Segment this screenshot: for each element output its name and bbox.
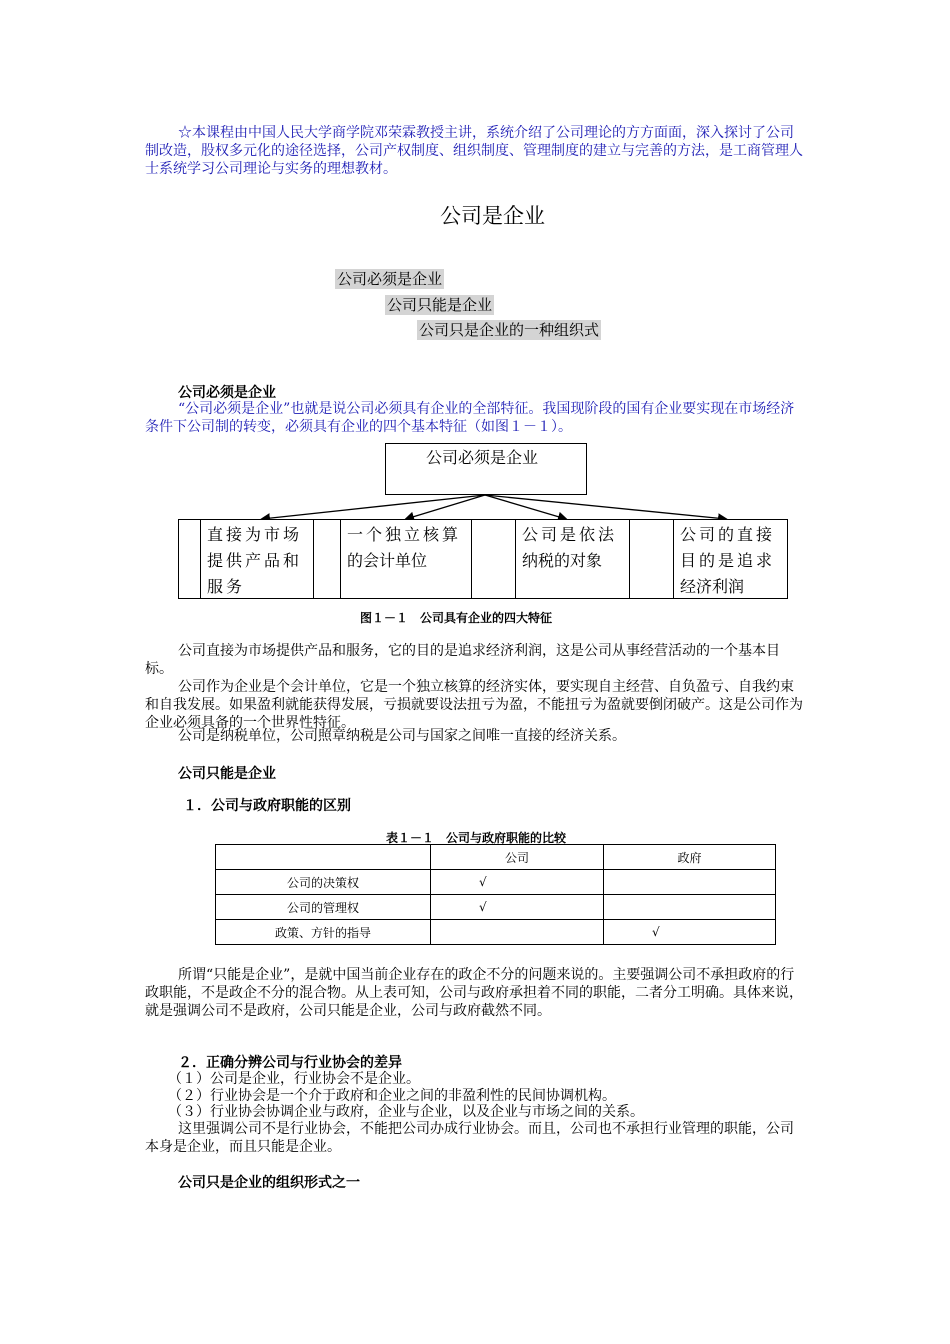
section-heading-organization-form: 公司只是企业的组织形式之一 <box>178 1175 360 1191</box>
table-cell-label: 政策、方针的指导 <box>216 920 431 945</box>
diagram-feature-2 <box>340 519 472 599</box>
feature-4-line-3: 经济利润 <box>680 577 745 596</box>
comparison-table <box>215 844 776 945</box>
body-paragraph-3: 公司是纳税单位，公司照章纳税是公司与国家之间唯一直接的经济关系。 <box>178 728 626 744</box>
table-cell-label: 公司的管理权 <box>216 895 431 920</box>
diagram-feature-1 <box>200 519 314 599</box>
diagram-feature-3 <box>515 519 630 599</box>
table-cell-government <box>604 895 776 920</box>
section-heading-must-be-enterprise: 公司必须是企业 <box>178 385 276 401</box>
table-cell-company <box>431 920 604 945</box>
section2-paragraph: 所谓“只能是企业”，是就中国当前企业存在的政企不分的问题来说的。主要强调公司不承担政府的行政职能，不是政企不分的混合物。从上表可知，公司与政府承担着不同的职能，二者分工明确。具体来说，就是强调公司不是政府，公司只能是企业，公司与政府截然不同。 <box>145 967 803 1019</box>
feature-3-line-1: 公司是依法 <box>522 525 618 544</box>
table-header-company: 公司 <box>431 845 604 870</box>
feature-2-line-2: 的会计单位 <box>347 551 428 570</box>
table-cell-government <box>604 870 776 895</box>
table-cell-label: 公司的决策权 <box>216 870 431 895</box>
feature-1-line-2: 提供产品和 <box>207 551 303 570</box>
table-row <box>216 870 776 895</box>
diagram-root-box: 公司必须是企业 <box>385 443 587 495</box>
list-item: （３）行业协会协调企业与政府，企业与企业，以及企业与市场之间的关系。 <box>168 1104 644 1120</box>
list-item: （２）行业协会是一个介于政府和企业之间的非盈利性的民间协调机构。 <box>168 1088 616 1104</box>
toc-item-2: 公司只能是企业 <box>387 296 493 314</box>
body-paragraph-2: 公司作为企业是个会计单位，它是一个独立核算的经济实体，要实现自主经营、自负盈亏、自我约束和自我发展。如果盈利就能获得发展，亏损就要设法扭亏为盈，不能扭亏为盈就要倒闭破产。这是公司作为企业必须具备的一个世界性特征。 <box>145 679 803 731</box>
table-caption: 表１－１ 公司与政府职能的比较 <box>386 831 567 845</box>
toc-item-3: 公司只是企业的一种组织式 <box>419 321 600 339</box>
section-heading-only-enterprise: 公司只能是企业 <box>178 766 276 782</box>
feature-1-line-1: 直接为市场 <box>207 525 303 544</box>
table-cell-company: √ <box>431 895 604 920</box>
feature-2-line-1: 一个独立核算 <box>347 525 462 544</box>
feature-3-line-2: 纳税的对象 <box>522 551 603 570</box>
feature-4-line-1: 公司的直接 <box>680 525 776 544</box>
table-cell-government: √ <box>604 920 776 945</box>
subheading-government-functions: １．公司与政府职能的区别 <box>183 798 351 814</box>
diagram-feature-4 <box>673 519 788 599</box>
intro-paragraph: ☆本课程由中国人民大学商学院邓荣霖教授主讲，系统介绍了公司理论的方方面面，深入探讨了公司制改造，股权多元化的途径选择，公司产权制度、组织制度、管理制度的建立与完善的方法，是工商管理人士系统学习公司理论与实务的理想教材。 <box>145 125 803 177</box>
table-row <box>216 895 776 920</box>
feature-4-line-2: 目的是追求 <box>680 551 776 570</box>
table-cell-company: √ <box>431 870 604 895</box>
subheading-industry-association: ２．正确分辨公司与行业协会的差异 <box>178 1055 402 1071</box>
table-row <box>216 920 776 945</box>
feature-1-line-3: 服务 <box>207 577 246 596</box>
toc-item-1: 公司必须是企业 <box>337 270 443 288</box>
table-header-row <box>216 845 776 870</box>
section2-paragraph-2: 这里强调公司不是行业协会，不能把公司办成行业协会。而且，公司也不承担行业管理的职能，公司本身是企业，而且只能是企业。 <box>145 1121 794 1155</box>
body-paragraph-1: 公司直接为市场提供产品和服务，它的目的是追求经济利润，这是公司从事经营活动的一个基本目标。 <box>145 643 780 677</box>
page-title: 公司是企业 <box>440 204 545 228</box>
section1-paragraph: “公司必须是企业”也就是说公司必须具有企业的全部特征。我国现阶段的国有企业要实现在市场经济条件下公司制的转变，必须具有企业的四个基本特征（如图１－１）。 <box>145 401 795 435</box>
table-header-government: 政府 <box>604 845 776 870</box>
figure-caption: 图１－１ 公司具有企业的四大特征 <box>360 611 553 625</box>
list-item: （１）公司是企业，行业协会不是企业。 <box>168 1071 420 1087</box>
table-header-empty <box>216 845 431 870</box>
